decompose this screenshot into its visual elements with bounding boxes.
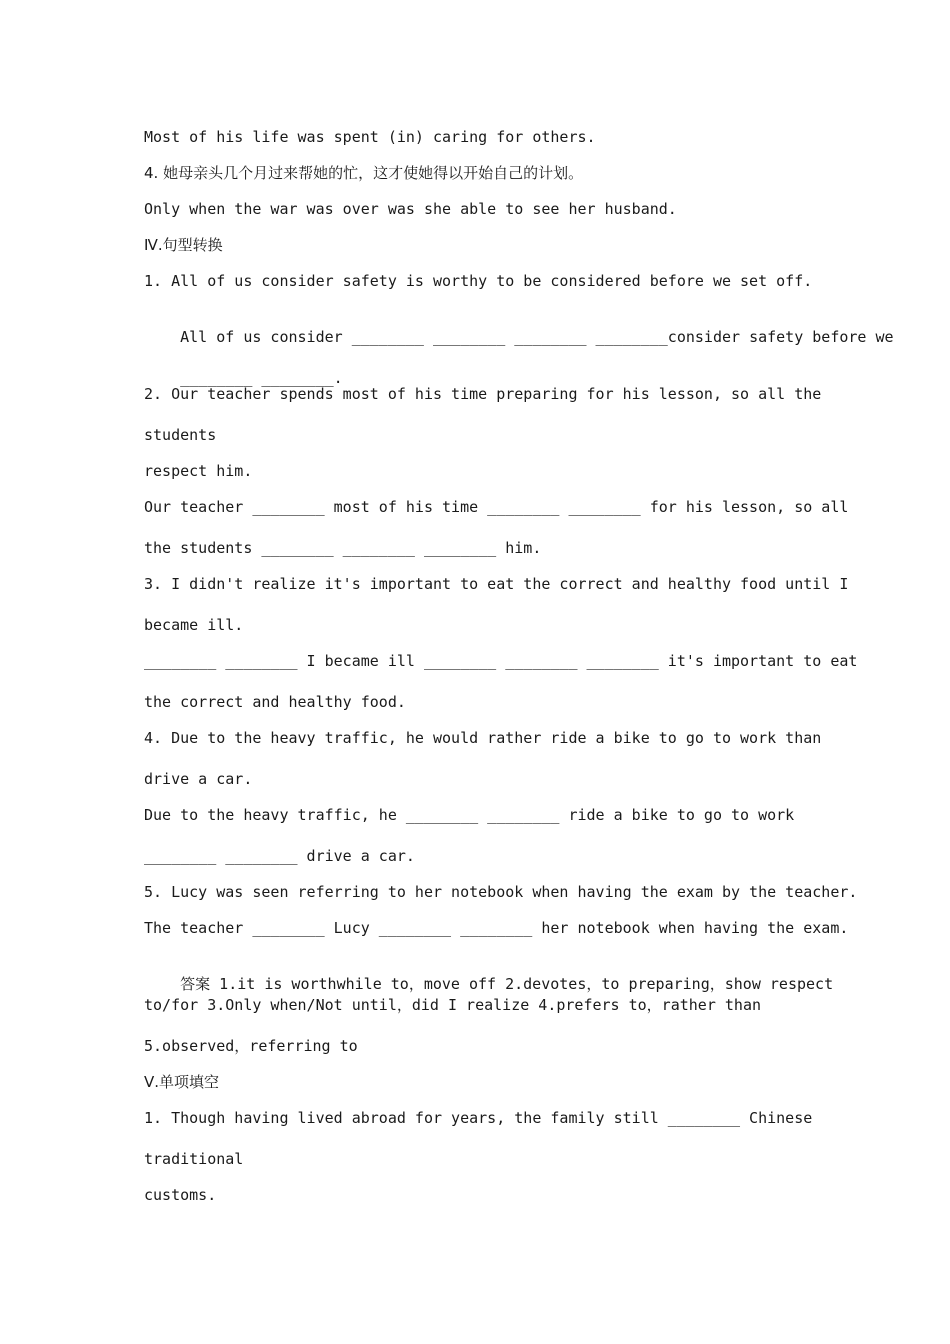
item-5-rewrite: The teacher ________ Lucy ________ ________ her notebook when having the exam. <box>144 919 849 937</box>
item-3-rewrite: ________ ________ I became ill ________ ________ ________ it's important to eat <box>144 652 858 670</box>
item-1-original: 1. All of us consider safety is worthy to be considered before we set off. <box>144 272 813 290</box>
item-1-rewrite-cont: ________ ________. <box>180 369 343 387</box>
item-4-rewrite-cont: ________ ________ drive a car. <box>144 847 415 865</box>
item-2-original-cont: respect him. <box>144 462 253 480</box>
item-3-rewrite-cont: the correct and healthy food. <box>144 693 406 711</box>
answer-key-cont: 5.observed，referring to <box>144 1037 358 1055</box>
item-4-original-cont: drive a car. <box>144 770 253 788</box>
single-choice-q1-cont: traditional <box>144 1150 244 1168</box>
translation-question-4: 4. 她母亲头几个月过来帮她的忙，这才使她得以开始自己的计划。 <box>144 164 584 182</box>
sentence-answer-line: Only when the war was over was she able to see her husband. <box>144 200 677 218</box>
item-2-rewrite: Our teacher ________ most of his time ________ ________ for his lesson, so all <box>144 498 849 516</box>
section-heading-4: Ⅳ.句型转换 <box>144 236 223 254</box>
item-2-original: 2. Our teacher spends most of his time preparing for his lesson, so all the <box>144 385 822 403</box>
item-4-original: 4. Due to the heavy traffic, he would rather ride a bike to go to work than <box>144 729 822 747</box>
single-choice-q1-cont: customs. <box>144 1186 217 1204</box>
item-1-rewrite: All of us consider ________ ________ ________ ________consider safety before we <box>180 328 894 346</box>
item-2-rewrite-cont: the students ________ ________ ________ him. <box>144 539 542 557</box>
answer-label: 答案 <box>180 975 211 993</box>
document-page <box>144 0 894 1344</box>
item-4-rewrite: Due to the heavy traffic, he ________ ________ ride a bike to go to work <box>144 806 795 824</box>
single-choice-q1: 1. Though having lived abroad for years, the family still ________ Chinese <box>144 1109 813 1127</box>
item-5-original: 5. Lucy was seen referring to her notebook when having the exam by the teacher. <box>144 883 858 901</box>
item-3-original: 3. I didn't realize it's important to eat the correct and healthy food until I <box>144 575 849 593</box>
answer-key: 答案 1.it is worthwhile to，move off 2.devotes，to preparing，show respect <box>180 975 834 993</box>
item-2-original-cont: students <box>144 426 217 444</box>
answer-key-cont: to/for 3.Only when/Not until，did I realize 4.prefers to，rather than <box>144 996 761 1014</box>
section-heading-5: Ⅴ.单项填空 <box>144 1073 220 1091</box>
sentence-answer-line: Most of his life was spent (in) caring for others. <box>144 128 596 146</box>
item-3-original-cont: became ill. <box>144 616 244 634</box>
